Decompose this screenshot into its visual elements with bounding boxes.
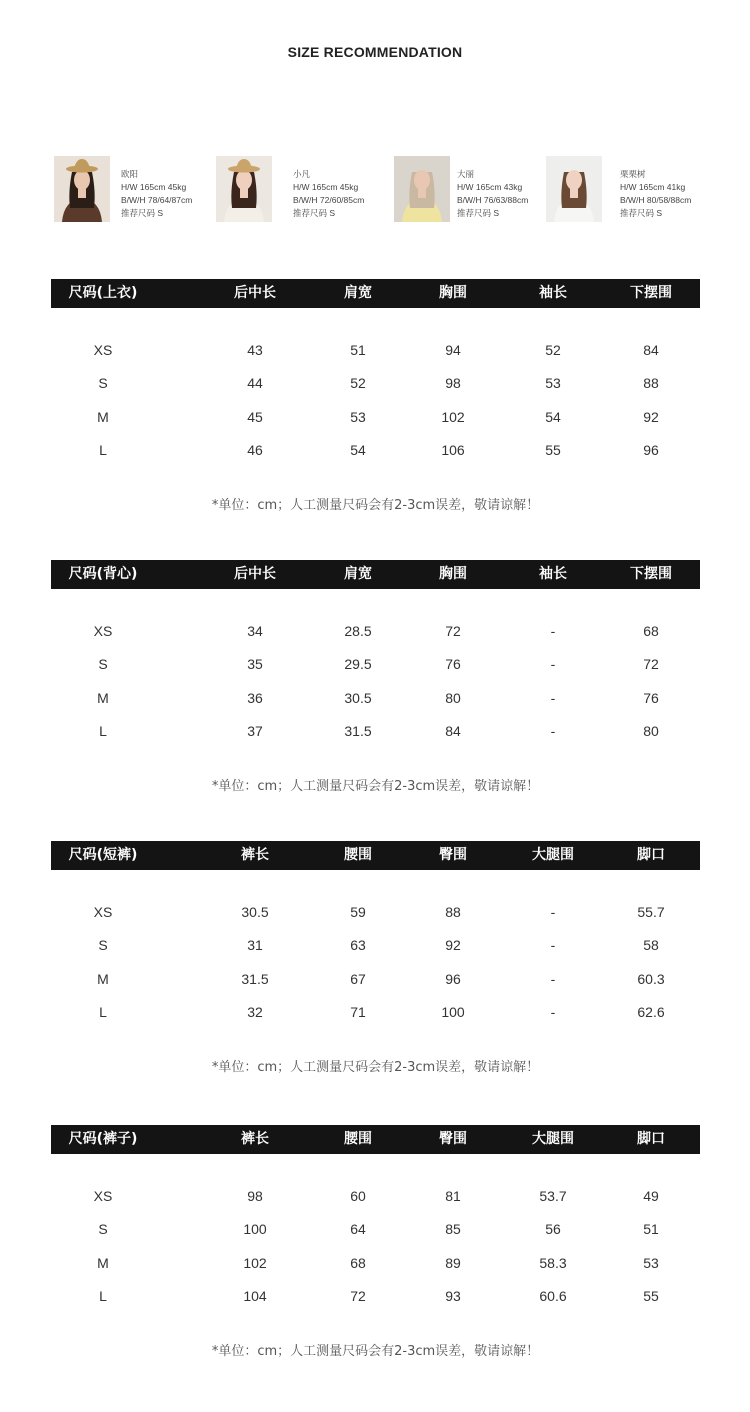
table-cell: 72 <box>643 656 659 673</box>
table-cell: 46 <box>247 441 263 458</box>
table-cell: 72 <box>350 1287 366 1304</box>
table-cell: 71 <box>350 1003 366 1020</box>
table-cell: 72 <box>445 623 461 639</box>
model-stats <box>620 168 691 220</box>
model-card <box>54 156 714 224</box>
table-cell: 93 <box>445 1287 461 1304</box>
table-cell: - <box>550 904 556 920</box>
table-header <box>51 279 700 308</box>
table-cell: 58.3 <box>539 1254 567 1271</box>
size-label: M <box>97 689 109 706</box>
table-cell: 43 <box>247 342 263 358</box>
table-cell: - <box>550 937 556 954</box>
table-cell: 88 <box>445 904 461 920</box>
table-row <box>51 1253 700 1273</box>
table-row <box>51 621 700 641</box>
table-cell: - <box>550 623 556 639</box>
model-height-weight: H/W 165cm 45kg <box>121 182 187 192</box>
table-cell: 60.3 <box>637 970 665 987</box>
model-recommended-size: 推荐尺码 S <box>293 208 336 218</box>
table-cell: 76 <box>643 689 659 706</box>
column-header: 腰围 <box>344 847 372 863</box>
measurement-note: *单位：cm；人工测量尺码会有2-3cm误差，敬请谅解！ <box>211 1060 540 1075</box>
column-header: 尺码(背心) <box>68 566 138 582</box>
model-name: 小凡 <box>293 169 311 179</box>
table-cell: 85 <box>445 1221 461 1238</box>
table-cell: 29.5 <box>344 656 372 673</box>
model-height-weight: H/W 165cm 43kg <box>457 182 523 192</box>
table-cell: 55 <box>643 1287 659 1304</box>
table-cell: 68 <box>643 623 659 639</box>
table-cell: 81 <box>445 1188 461 1204</box>
table-cell: 88 <box>643 375 659 392</box>
column-header: 胸围 <box>439 285 467 301</box>
size-label: L <box>99 722 107 739</box>
column-header: 脚口 <box>637 847 665 863</box>
table-cell: 84 <box>445 722 461 739</box>
size-label: XS <box>93 904 113 920</box>
table-cell: - <box>550 722 556 739</box>
size-label: S <box>98 1221 108 1238</box>
size-label: XS <box>93 623 113 639</box>
model-measurements: B/W/H 78/64/87cm <box>121 195 193 205</box>
table-cell: 98 <box>247 1188 263 1204</box>
table-cell: 52 <box>350 375 366 392</box>
table-row <box>51 688 700 708</box>
model-recommended-size: 推荐尺码 S <box>620 208 663 218</box>
table-cell: 76 <box>445 656 461 673</box>
table-cell: 80 <box>445 689 461 706</box>
measurement-note: *单位：cm；人工测量尺码会有2-3cm误差，敬请谅解！ <box>211 498 540 513</box>
table-cell: 35 <box>247 656 263 673</box>
table-row <box>51 1219 700 1239</box>
table-row <box>51 1002 700 1022</box>
table-cell: 54 <box>350 441 366 458</box>
column-header: 后中长 <box>234 566 276 582</box>
table-cell: 49 <box>643 1188 659 1204</box>
model-height-weight: H/W 165cm 41kg <box>620 182 686 192</box>
table-cell: 54 <box>545 408 561 425</box>
table-cell: 60.6 <box>539 1287 567 1304</box>
column-header: 裤长 <box>241 847 269 863</box>
model-recommended-size: 推荐尺码 S <box>457 208 500 218</box>
table-header <box>51 841 700 870</box>
table-cell: 51 <box>350 342 366 358</box>
column-header: 臀围 <box>439 1131 467 1147</box>
size-label: XS <box>93 342 113 358</box>
table-cell: 28.5 <box>344 623 372 639</box>
page-title: SIZE RECOMMENDATION <box>287 44 463 60</box>
table-cell: 58 <box>643 937 659 954</box>
table-cell: 100 <box>441 1003 465 1020</box>
size-label: L <box>99 1003 107 1020</box>
size-table <box>51 1125 700 1365</box>
table-cell: 34 <box>247 623 263 639</box>
size-table <box>51 560 700 800</box>
table-header <box>51 1125 700 1154</box>
size-label: L <box>99 1287 107 1304</box>
table-cell: 31.5 <box>344 722 372 739</box>
column-header: 下摆围 <box>630 285 672 301</box>
table-cell: 37 <box>247 722 263 739</box>
table-cell: 53 <box>350 408 366 425</box>
model-recommended-size: 推荐尺码 S <box>121 208 164 218</box>
model-photo <box>546 156 602 222</box>
table-cell: 63 <box>350 937 366 954</box>
column-header: 尺码(上衣) <box>68 285 138 301</box>
column-header: 下摆围 <box>630 566 672 582</box>
table-cell: 96 <box>643 441 659 458</box>
table-cell: 84 <box>643 342 659 358</box>
table-cell: 98 <box>445 375 461 392</box>
table-row <box>51 440 700 460</box>
table-cell: 60 <box>350 1188 366 1204</box>
table-cell: 55.7 <box>637 904 665 920</box>
column-header: 胸围 <box>439 566 467 582</box>
table-cell: 67 <box>350 970 366 987</box>
column-header: 大腿围 <box>532 847 574 863</box>
column-header: 裤长 <box>241 1131 269 1147</box>
model-measurements: B/W/H 80/58/88cm <box>620 195 692 205</box>
table-row <box>51 1286 700 1306</box>
table-row <box>51 721 700 741</box>
table-cell: 106 <box>441 441 465 458</box>
table-cell: 100 <box>243 1221 267 1238</box>
model-list <box>54 156 714 226</box>
table-cell: 30.5 <box>241 904 269 920</box>
table-cell: 51 <box>643 1221 659 1238</box>
table-cell: 68 <box>350 1254 366 1271</box>
size-table <box>51 841 700 1081</box>
table-cell: 55 <box>545 441 561 458</box>
table-cell: 56 <box>545 1221 561 1238</box>
table-row <box>51 373 700 393</box>
table-cell: 92 <box>643 408 659 425</box>
column-header: 尺码(短裤) <box>68 847 138 863</box>
table-cell: - <box>550 656 556 673</box>
size-label: L <box>99 441 107 458</box>
table-cell: 53 <box>643 1254 659 1271</box>
table-cell: 92 <box>445 937 461 954</box>
table-cell: 45 <box>247 408 263 425</box>
table-cell: 59 <box>350 904 366 920</box>
table-cell: - <box>550 1003 556 1020</box>
column-header: 肩宽 <box>344 285 372 301</box>
table-cell: 52 <box>545 342 561 358</box>
size-label: XS <box>93 1188 113 1204</box>
table-cell: 44 <box>247 375 263 392</box>
size-label: M <box>97 1254 109 1271</box>
table-row <box>51 935 700 955</box>
table-cell: - <box>550 689 556 706</box>
column-header: 后中长 <box>234 285 276 301</box>
column-header: 腰围 <box>344 1131 372 1147</box>
column-header: 袖长 <box>539 285 567 301</box>
table-cell: 96 <box>445 970 461 987</box>
table-row <box>51 654 700 674</box>
column-header: 臀围 <box>439 847 467 863</box>
table-cell: 53 <box>545 375 561 392</box>
model-name: 大丽 <box>457 169 475 179</box>
measurement-note: *单位：cm；人工测量尺码会有2-3cm误差，敬请谅解！ <box>211 779 540 794</box>
table-cell: - <box>550 970 556 987</box>
size-table <box>51 279 700 519</box>
model-name: 栗栗树 <box>620 169 646 179</box>
table-cell: 36 <box>247 689 263 706</box>
table-cell: 89 <box>445 1254 461 1271</box>
model-height-weight: H/W 165cm 45kg <box>293 182 359 192</box>
table-cell: 32 <box>247 1003 263 1020</box>
column-header: 尺码(裤子) <box>68 1131 138 1147</box>
table-cell: 94 <box>445 342 461 358</box>
table-row <box>51 1186 700 1206</box>
table-cell: 31 <box>247 937 263 954</box>
size-label: M <box>97 970 109 987</box>
table-header <box>51 560 700 589</box>
table-cell: 30.5 <box>344 689 372 706</box>
table-row <box>51 902 700 922</box>
size-label: S <box>98 656 108 673</box>
table-cell: 102 <box>441 408 465 425</box>
model-measurements: B/W/H 76/63/88cm <box>457 195 529 205</box>
column-header: 大腿围 <box>532 1131 574 1147</box>
table-cell: 104 <box>243 1287 267 1304</box>
table-cell: 53.7 <box>539 1188 567 1204</box>
table-cell: 62.6 <box>637 1003 665 1020</box>
table-cell: 64 <box>350 1221 366 1238</box>
table-row <box>51 340 700 360</box>
measurement-note: *单位：cm；人工测量尺码会有2-3cm误差，敬请谅解！ <box>211 1344 540 1359</box>
table-cell: 31.5 <box>241 970 269 987</box>
table-row <box>51 969 700 989</box>
size-label: S <box>98 937 108 954</box>
size-label: S <box>98 375 108 392</box>
model-name: 欧阳 <box>121 169 139 179</box>
size-label: M <box>97 408 109 425</box>
column-header: 脚口 <box>637 1131 665 1147</box>
column-header: 肩宽 <box>344 566 372 582</box>
column-header: 袖长 <box>539 566 567 582</box>
model-measurements: B/W/H 72/60/85cm <box>293 195 365 205</box>
table-cell: 102 <box>243 1254 267 1271</box>
table-row <box>51 407 700 427</box>
table-cell: 80 <box>643 722 659 739</box>
